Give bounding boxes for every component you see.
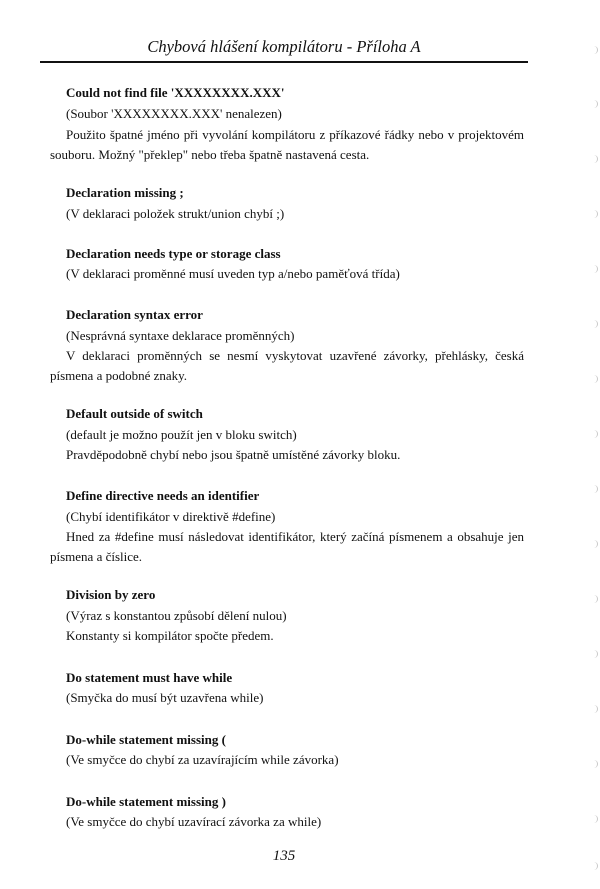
error-translation: (V deklaraci položek strukt/union chybí ;) xyxy=(66,206,285,221)
edge-mark xyxy=(591,815,598,823)
error-translation: (Nesprávná syntaxe deklarace proměnných) xyxy=(66,328,295,343)
error-translation: (Ve smyčce do chybí uzavírací závorka za while) xyxy=(66,814,322,829)
edge-mark xyxy=(591,595,598,603)
page-number: 135 xyxy=(272,848,296,864)
error-translation: (V deklaraci proměnné musí uveden typ a/nebo paměťová třída) xyxy=(66,266,400,281)
error-explanation: V deklaraci proměnných se nesmí vyskytovat uzavřené závorky, přehlásky, česká písmena a podobné znaky. xyxy=(50,348,524,383)
error-title: Define directive needs an identifier xyxy=(66,488,260,503)
running-header: Chybová hlášení kompilátoru - Příloha A xyxy=(147,37,421,56)
error-title: Declaration syntax error xyxy=(66,307,203,322)
error-title: Do statement must have while xyxy=(66,670,233,685)
error-title: Do-while statement missing ( xyxy=(66,732,226,747)
error-title: Do-while statement missing ) xyxy=(66,794,226,809)
edge-mark xyxy=(591,100,598,108)
error-translation: (Chybí identifikátor v direktivě #define) xyxy=(66,509,276,524)
error-title: Division by zero xyxy=(66,587,156,602)
error-explanation: Pravděpodobně chybí nebo jsou špatně umístěné závorky bloku. xyxy=(66,447,401,462)
error-translation: (Smyčka do musí být uzavřena while) xyxy=(66,690,264,705)
error-translation: (Ve smyčce do chybí za uzavírajícím while závorka) xyxy=(66,752,339,767)
error-translation: (Výraz s konstantou způsobí dělení nulou) xyxy=(66,608,287,623)
edge-mark xyxy=(591,210,598,218)
header-rule xyxy=(40,61,528,63)
error-title: Could not find file 'XXXXXXXX.XXX' xyxy=(66,85,285,100)
error-translation: (Soubor 'XXXXXXXX.XXX' nenalezen) xyxy=(66,106,282,121)
error-translation: (default je možno použít jen v bloku switch) xyxy=(66,427,297,442)
edge-mark xyxy=(591,265,598,273)
edge-mark xyxy=(591,760,598,768)
error-title: Default outside of switch xyxy=(66,406,203,421)
edge-mark xyxy=(591,650,598,658)
error-explanation: Použito špatné jméno při vyvolání kompilátoru z příkazové řádky nebo v projektovém souboru. Možný "překlep" nebo třeba špatně nastavená cesta. xyxy=(50,127,524,162)
edge-mark xyxy=(591,862,598,870)
error-title: Declaration needs type or storage class xyxy=(66,246,281,261)
error-explanation: Konstanty si kompilátor spočte předem. xyxy=(66,628,274,643)
edge-mark xyxy=(591,320,598,328)
edge-mark xyxy=(591,46,598,54)
edge-mark xyxy=(591,155,598,163)
error-title: Declaration missing ; xyxy=(66,185,184,200)
edge-mark xyxy=(591,375,598,383)
edge-mark xyxy=(591,705,598,713)
error-explanation: Hned za #define musí následovat identifikátor, který začíná písmenem a obsahuje jen písmena a číslice. xyxy=(50,529,524,564)
edge-mark xyxy=(591,430,598,438)
edge-mark xyxy=(591,485,598,493)
edge-mark xyxy=(591,540,598,548)
